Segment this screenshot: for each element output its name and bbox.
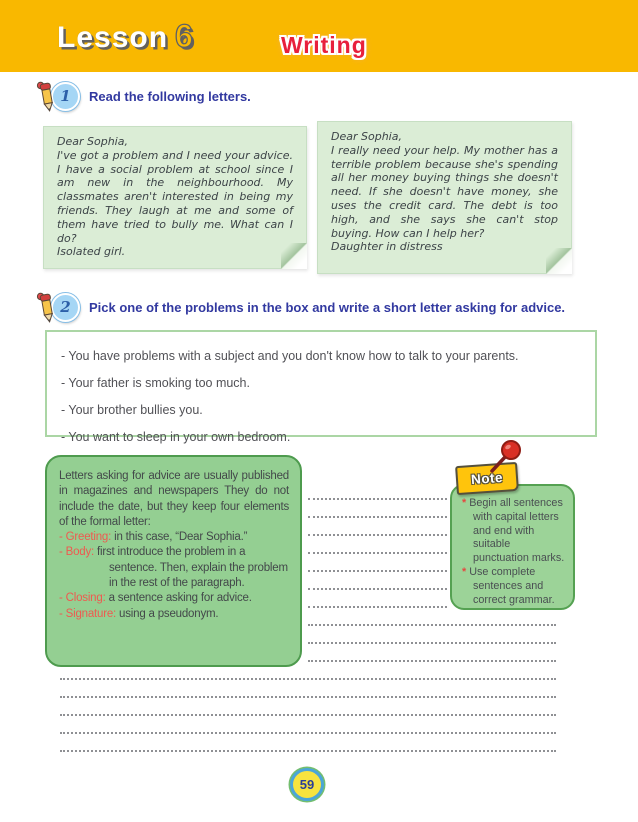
problem-item: - You want to sleep in your own bedroom.: [61, 430, 291, 444]
advice-element-text: a sentence asking for advice.: [108, 592, 252, 605]
pencil-icon: [36, 80, 58, 112]
note-tag-label: Note: [470, 469, 504, 488]
task-1-row: [36, 80, 596, 112]
writing-line: [308, 642, 556, 644]
advice-element-text: in this case, “Dear Sophia.”: [114, 531, 248, 544]
advice-element-label: - Body:: [59, 546, 98, 559]
writing-line: [308, 624, 556, 626]
letter-text: [44, 127, 306, 265]
writing-line: [60, 714, 556, 716]
writing-line: [60, 732, 556, 734]
writing-line: [60, 678, 556, 680]
pushpin-icon: [484, 438, 524, 474]
page-number: 59: [299, 777, 315, 792]
folded-corner: [546, 248, 572, 274]
advice-element-label: - Greeting:: [59, 531, 115, 544]
advice-element-label: - Signature:: [59, 607, 120, 620]
task-number: 2: [60, 298, 71, 316]
problem-item: - Your father is smoking too much.: [61, 376, 250, 390]
letter-text: [318, 122, 571, 260]
task-2-row: [36, 291, 616, 323]
page-subject-title: Writing: [281, 32, 367, 58]
note-item: [462, 566, 566, 607]
task-instruction: Read the following letters.: [89, 88, 251, 104]
asterisk-marker: *: [462, 565, 470, 578]
letter-body: I really need your help. My mother has a terrible problem because she's spending all her money buying things she doesn't need. If she doesn't have money, she uses the credit card. The debt is too high, and she says she can't stop buying. How can I help her?: [331, 143, 558, 240]
writing-line: [308, 516, 447, 518]
advice-guidelines-box: [45, 455, 302, 667]
advice-intro: Letters asking for advice are usually published in magazines and newspapers They do not include the date, but they keep four elements of the formal letter:: [59, 470, 289, 528]
writing-line: [60, 750, 556, 752]
advice-elements: [59, 530, 289, 622]
header-band: [0, 0, 638, 72]
lesson-number: 6: [175, 18, 194, 54]
advice-element: [59, 591, 289, 606]
writing-line: [308, 606, 447, 608]
note-item-text: Begin all sentences with capital letters and end with suitable punctuation marks.: [469, 497, 565, 565]
lesson-label: Lesson: [57, 21, 169, 54]
pencil-icon: [36, 291, 58, 323]
writing-line: [308, 570, 447, 572]
folded-corner: [281, 243, 307, 269]
writing-line: [308, 552, 447, 554]
writing-line: [308, 588, 447, 590]
letter-signature: Daughter in distress: [331, 240, 443, 254]
letter-salutation: Dear Sophia,: [331, 130, 402, 143]
letter-salutation: Dear Sophia,: [57, 135, 128, 148]
note-box: [450, 484, 575, 610]
writing-line: [60, 696, 556, 698]
task-instruction: Pick one of the problems in the box and write a short letter asking for advice.: [89, 299, 566, 315]
note-item: [462, 497, 566, 566]
advice-element: [59, 607, 289, 622]
advice-letter-note-left: [43, 126, 307, 269]
problems-box: [45, 330, 597, 444]
advice-element: [59, 530, 289, 545]
letter-signature: Isolated girl.: [57, 245, 126, 259]
advice-letter-note-right: [317, 121, 572, 274]
writing-line: [308, 534, 447, 536]
lesson-title: [57, 18, 194, 55]
advice-element-text: first introduce the problem in a sentence. Then, explain the problem in the rest of the paragraph.: [97, 546, 288, 590]
writing-line: [308, 498, 447, 500]
advice-element-text: using a pseudonym.: [119, 607, 219, 620]
page-number-badge: [290, 768, 324, 801]
advice-element: [59, 545, 289, 591]
writing-line: [308, 660, 556, 662]
letter-body: I've got a problem and I need your advice. I have a social problem at school since I am new in the neighbourhood. My classmates aren't interested in being my friends. They laugh at me and some of them have tried to bully me. What can I do?: [57, 148, 293, 245]
asterisk-marker: *: [462, 497, 470, 509]
problem-item: - Your brother bullies you.: [61, 403, 203, 417]
note-item-text: Use complete sentences and correct grammar.: [469, 565, 555, 606]
advice-element-label: - Closing:: [59, 592, 109, 605]
problem-item: - You have problems with a subject and you don't know how to talk to your parents.: [61, 349, 519, 363]
task-number: 1: [60, 87, 71, 105]
